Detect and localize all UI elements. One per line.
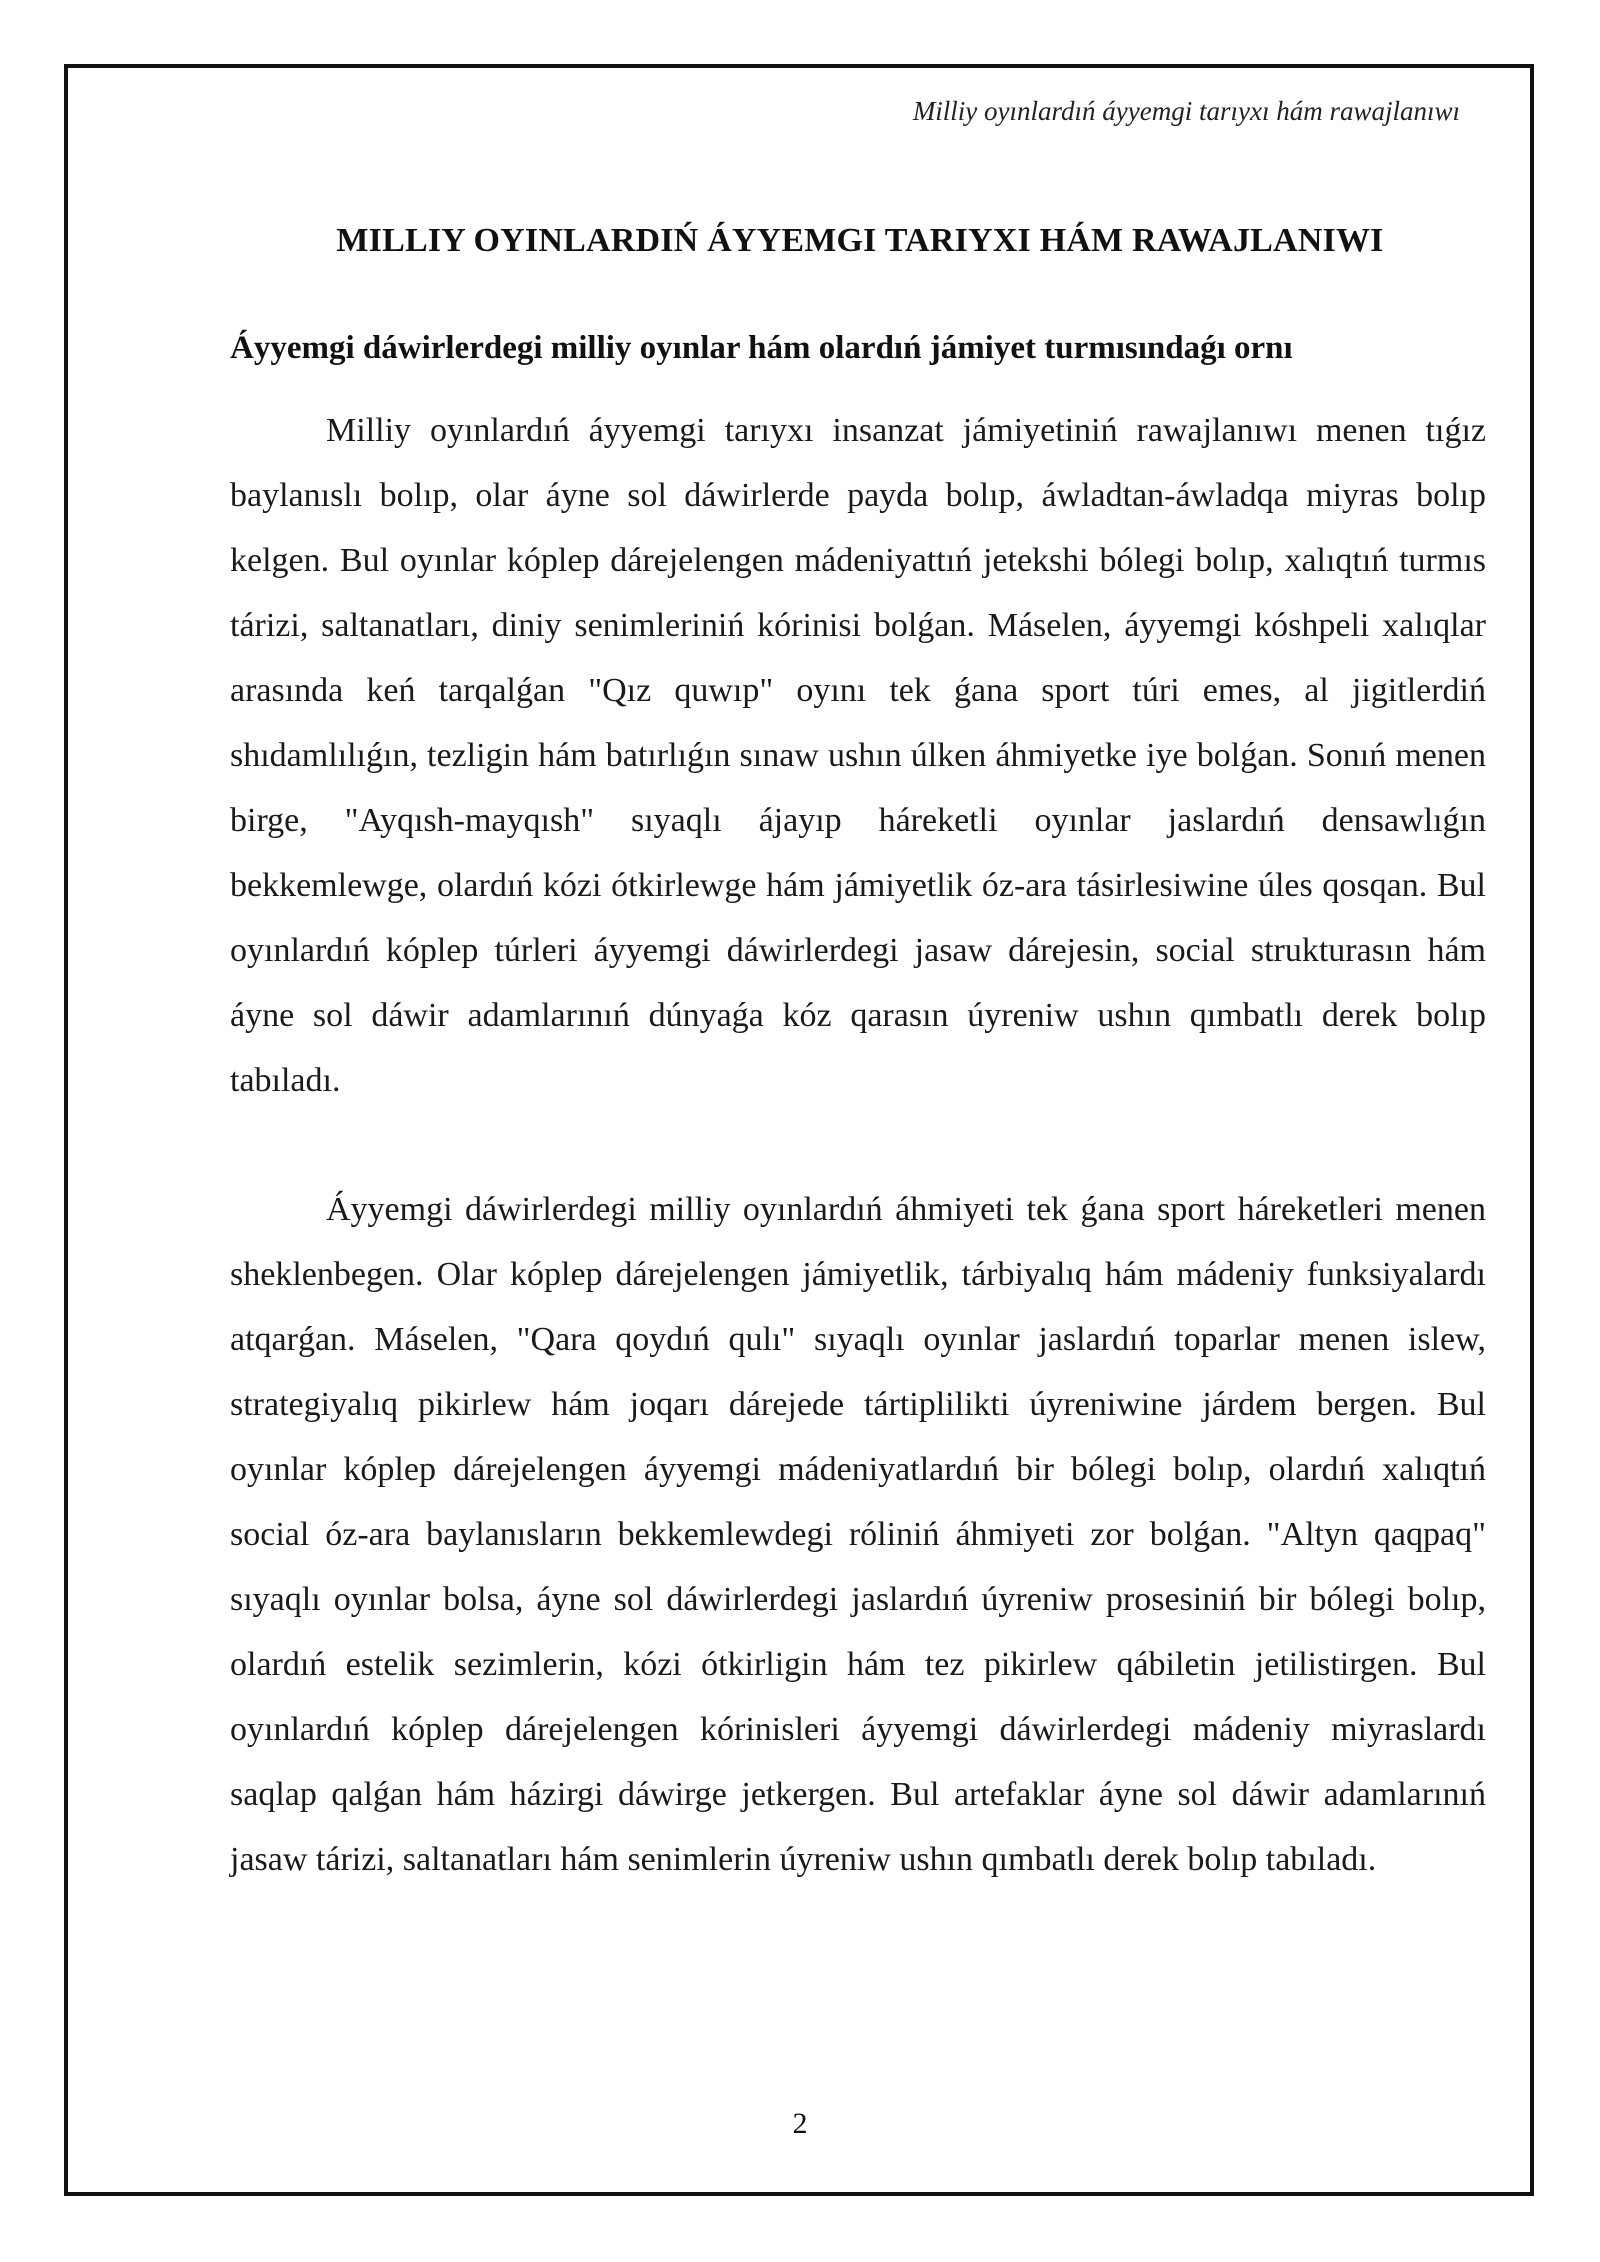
paragraph-text: Áyyemgi dáwirlerdegi milliy oyınlardıń áhmiyeti tek ǵana sport háreketleri menen sheklenbegen. Olar kóplep dárejelengen jámiyetlik, tárbiyalıq hám mádeniy funksiyalardı atqarǵan. Máselen, "Qara qoydıń qulı" sıyaqlı oyınlar jaslardıń toparlar menen islew, strategiyalıq pikirlew hám joqarı dárejede tártiplilikti úyreniwine járdem bergen. Bul oyınlar kóplep dárejelengen áyyemgi mádeniyatlardıń bir bólegi bolıp, olardıń xalıqtıń social óz-ara baylanısların bekkemlewdegi róliniń áhmiyeti zor bolǵan. "Altyn qaqpaq" sıyaqlı oyınlar bolsa, áyne sol dáwirlerdegi jaslardıń úyreniw prosesiniń bir bólegi bolıp, olardıń estelik sezimlerin, kózi ótkirligin hám tez pikirlew qábiletin jetilistirgen. Bul oyınlardıń kóplep dárejelengen kórinisleri áyyemgi dáwirlerdegi mádeniy miyraslardı saqlap qalǵan hám házirgi dáwirge jetkergen. Bul artefaklar áyne sol dáwir adamlarınıń jasaw tárizi, saltanatları hám senimlerin úyreniw ushın qımbatlı derek bolıp tabıladı. bbox=[230, 1191, 1486, 1878]
running-header: Milliy oyınlardıń áyyemgi tarıyxı hám rawajlanıwı bbox=[912, 96, 1460, 126]
section-heading: Áyyemgi dáwirlerdegi milliy oyınlar hám olardıń jámiyet turmısındaǵı ornı bbox=[230, 330, 1293, 366]
document-title: MILLIY OYINLARDIŃ ÁYYEMGI TARIYXI HÁM RAWAJLANIWI bbox=[336, 222, 1384, 259]
body-paragraph-2 bbox=[230, 1177, 1486, 1892]
page-number: 2 bbox=[792, 2107, 808, 2140]
paragraph-text: Milliy oyınlardıń áyyemgi tarıyxı insanzat jámiyetiniń rawajlanıwı menen tıǵız baylanıslı bolıp, olar áyne sol dáwirlerde payda bolıp, áwladtan-áwladqa miyras bolıp kelgen. Bul oyınlar kóplep dárejelengen mádeniyattıń jetekshi bólegi bolıp, xalıqtıń turmıs tárizi, saltanatları, diniy senimleriniń kórinisi bolǵan. Máselen, áyyemgi kóshpeli xalıqlar arasında keń tarqalǵan "Qız quwıp" oyını tek ǵana sport túri emes, al jigitlerdiń shıdamlılıǵın, tezligin hám batırlıǵın sınaw ushın úlken áhmiyetke iye bolǵan. Sonıń menen birge, "Ayqısh-mayqısh" sıyaqlı ájayıp háreketli oyınlar jaslardıń densawlıǵın bekkemlewge, olardıń kózi ótkirlewge hám jámiyetlik óz-ara tásirlesiwine úles qosqan. Bul oyınlardıń kóplep túrleri áyyemgi dáwirlerdegi jasaw dárejesin, social strukturasın hám áyne sol dáwir adamlarınıń dúnyaǵa kóz qarasın úyreniw ushın qımbatlı derek bolıp tabıladı. bbox=[230, 412, 1486, 1099]
body-paragraph-1 bbox=[230, 398, 1486, 1113]
